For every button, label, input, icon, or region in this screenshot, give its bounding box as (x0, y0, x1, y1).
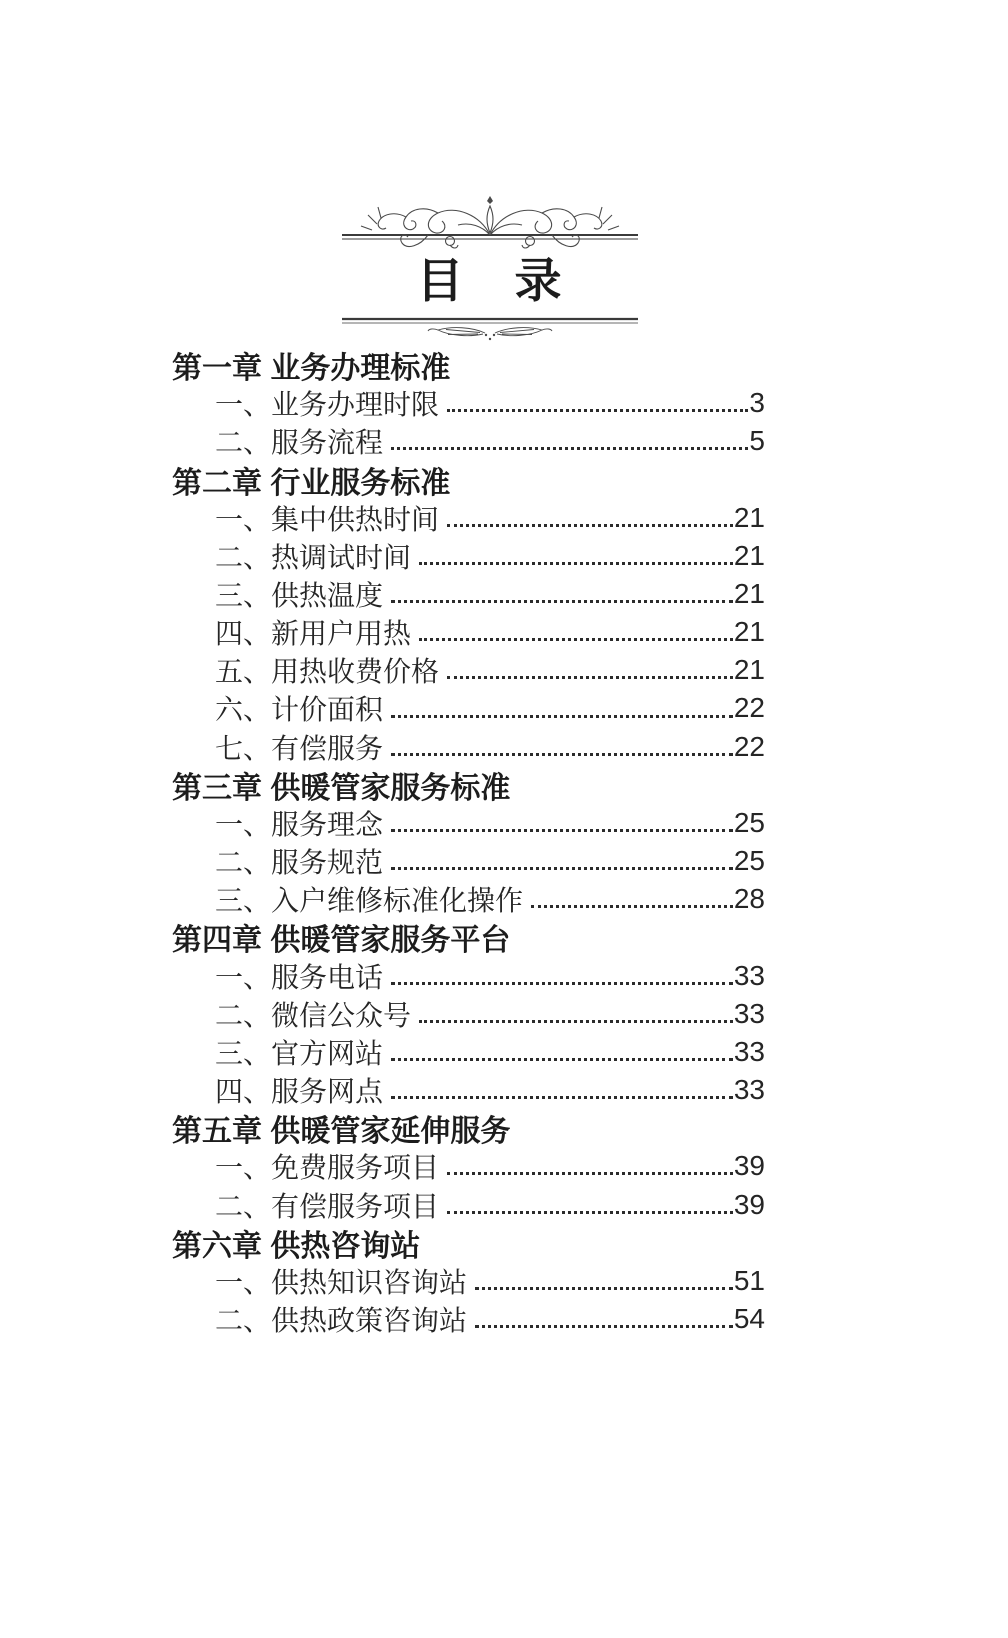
toc-item-page-number: 28 (733, 883, 765, 915)
toc-item (172, 1033, 765, 1071)
toc-item-page-number: 33 (733, 1074, 765, 1106)
dotted-leader (391, 753, 733, 756)
toc-item-page-number: 33 (733, 959, 765, 991)
toc-item-label: 三、入户维修标准化操作 (215, 885, 524, 917)
toc-item-page-number: 21 (733, 654, 765, 686)
toc-item (172, 842, 765, 880)
dotted-leader (531, 905, 733, 908)
dotted-leader (475, 1325, 733, 1328)
toc-item (172, 422, 765, 460)
toc-item (172, 1071, 765, 1109)
toc-item-label: 三、官方网站 (215, 1037, 384, 1069)
top-flourish-ornament (340, 193, 640, 251)
toc-item-page-number: 5 (749, 425, 765, 457)
dotted-leader (391, 1096, 733, 1099)
toc-item-label: 二、服务流程 (215, 427, 384, 459)
toc-item-page-number: 54 (733, 1302, 765, 1334)
toc-item-page-number: 25 (733, 845, 765, 877)
toc-item-label: 五、用热收费价格 (215, 656, 440, 688)
toc-item-label: 二、热调试时间 (215, 541, 412, 573)
toc-item (172, 651, 765, 689)
toc-item (172, 957, 765, 995)
toc-chapter-title: 第三章 供暖管家服务标准 (172, 771, 511, 805)
toc-item (172, 995, 765, 1033)
toc-item (172, 1262, 765, 1300)
toc-item (172, 728, 765, 766)
toc-item-page-number: 39 (733, 1188, 765, 1220)
dotted-leader (475, 1287, 733, 1290)
bottom-flourish-ornament (340, 316, 640, 342)
dotted-leader (447, 1211, 733, 1214)
toc-item-label: 二、供热政策咨询站 (215, 1304, 468, 1336)
toc-list (172, 346, 765, 1338)
dotted-leader (391, 982, 733, 985)
dotted-leader (419, 1020, 733, 1023)
dotted-leader (391, 600, 733, 603)
dotted-leader (419, 638, 733, 641)
toc-item (172, 1147, 765, 1185)
dotted-leader (391, 1058, 733, 1061)
toc-item-page-number: 33 (733, 1035, 765, 1067)
toc-item (172, 613, 765, 651)
toc-chapter-title: 第一章 业务办理标准 (172, 352, 451, 386)
toc-item (172, 384, 765, 422)
dotted-leader (447, 676, 733, 679)
toc-item-label: 一、服务理念 (215, 808, 384, 840)
toc-item (172, 575, 765, 613)
toc-item-label: 六、计价面积 (215, 694, 384, 726)
toc-item (172, 537, 765, 575)
toc-item-label: 四、新用户用热 (215, 618, 412, 650)
toc-item-page-number: 51 (733, 1264, 765, 1296)
toc-item-label: 四、服务网点 (215, 1076, 384, 1108)
dotted-leader (447, 524, 733, 527)
dotted-leader (447, 409, 748, 412)
toc-item-page-number: 21 (733, 578, 765, 610)
toc-item-label: 七、有偿服务 (215, 732, 384, 764)
toc-item-page-number: 33 (733, 997, 765, 1029)
toc-item (172, 804, 765, 842)
toc-item (172, 499, 765, 537)
toc-item-label: 二、有偿服务项目 (215, 1190, 440, 1222)
toc-item-label: 三、供热温度 (215, 580, 384, 612)
toc-item-page-number: 39 (733, 1150, 765, 1182)
toc-item-label: 一、集中供热时间 (215, 503, 440, 535)
toc-chapter-title: 第六章 供热咨询站 (172, 1229, 421, 1263)
dotted-leader (391, 829, 733, 832)
toc-item-label: 一、免费服务项目 (215, 1152, 440, 1184)
page-title: 目 录 (416, 254, 564, 307)
toc-item-label: 一、服务电话 (215, 961, 384, 993)
dotted-leader (391, 447, 748, 450)
toc-item (172, 1185, 765, 1223)
toc-item (172, 1300, 765, 1338)
toc-item-page-number: 25 (733, 806, 765, 838)
toc-header (340, 193, 640, 342)
toc-item-label: 二、服务规范 (215, 847, 384, 879)
dotted-leader (391, 715, 733, 718)
toc-chapter-title: 第二章 行业服务标准 (172, 466, 451, 500)
dotted-leader (419, 562, 733, 565)
toc-item-page-number: 22 (733, 692, 765, 724)
toc-item-page-number: 22 (733, 730, 765, 762)
dotted-leader (447, 1172, 733, 1175)
toc-item (172, 689, 765, 727)
toc-item-label: 二、微信公众号 (215, 999, 412, 1031)
toc-item (172, 880, 765, 918)
dotted-leader (391, 867, 733, 870)
toc-item-page-number: 3 (749, 387, 765, 419)
toc-item-page-number: 21 (733, 539, 765, 571)
toc-item-label: 一、供热知识咨询站 (215, 1266, 468, 1298)
toc-item-page-number: 21 (733, 501, 765, 533)
toc-chapter-title: 第五章 供暖管家延伸服务 (172, 1115, 511, 1149)
toc-item-page-number: 21 (733, 616, 765, 648)
toc-item-label: 一、业务办理时限 (215, 389, 440, 421)
toc-chapter-title: 第四章 供暖管家服务平台 (172, 924, 511, 958)
